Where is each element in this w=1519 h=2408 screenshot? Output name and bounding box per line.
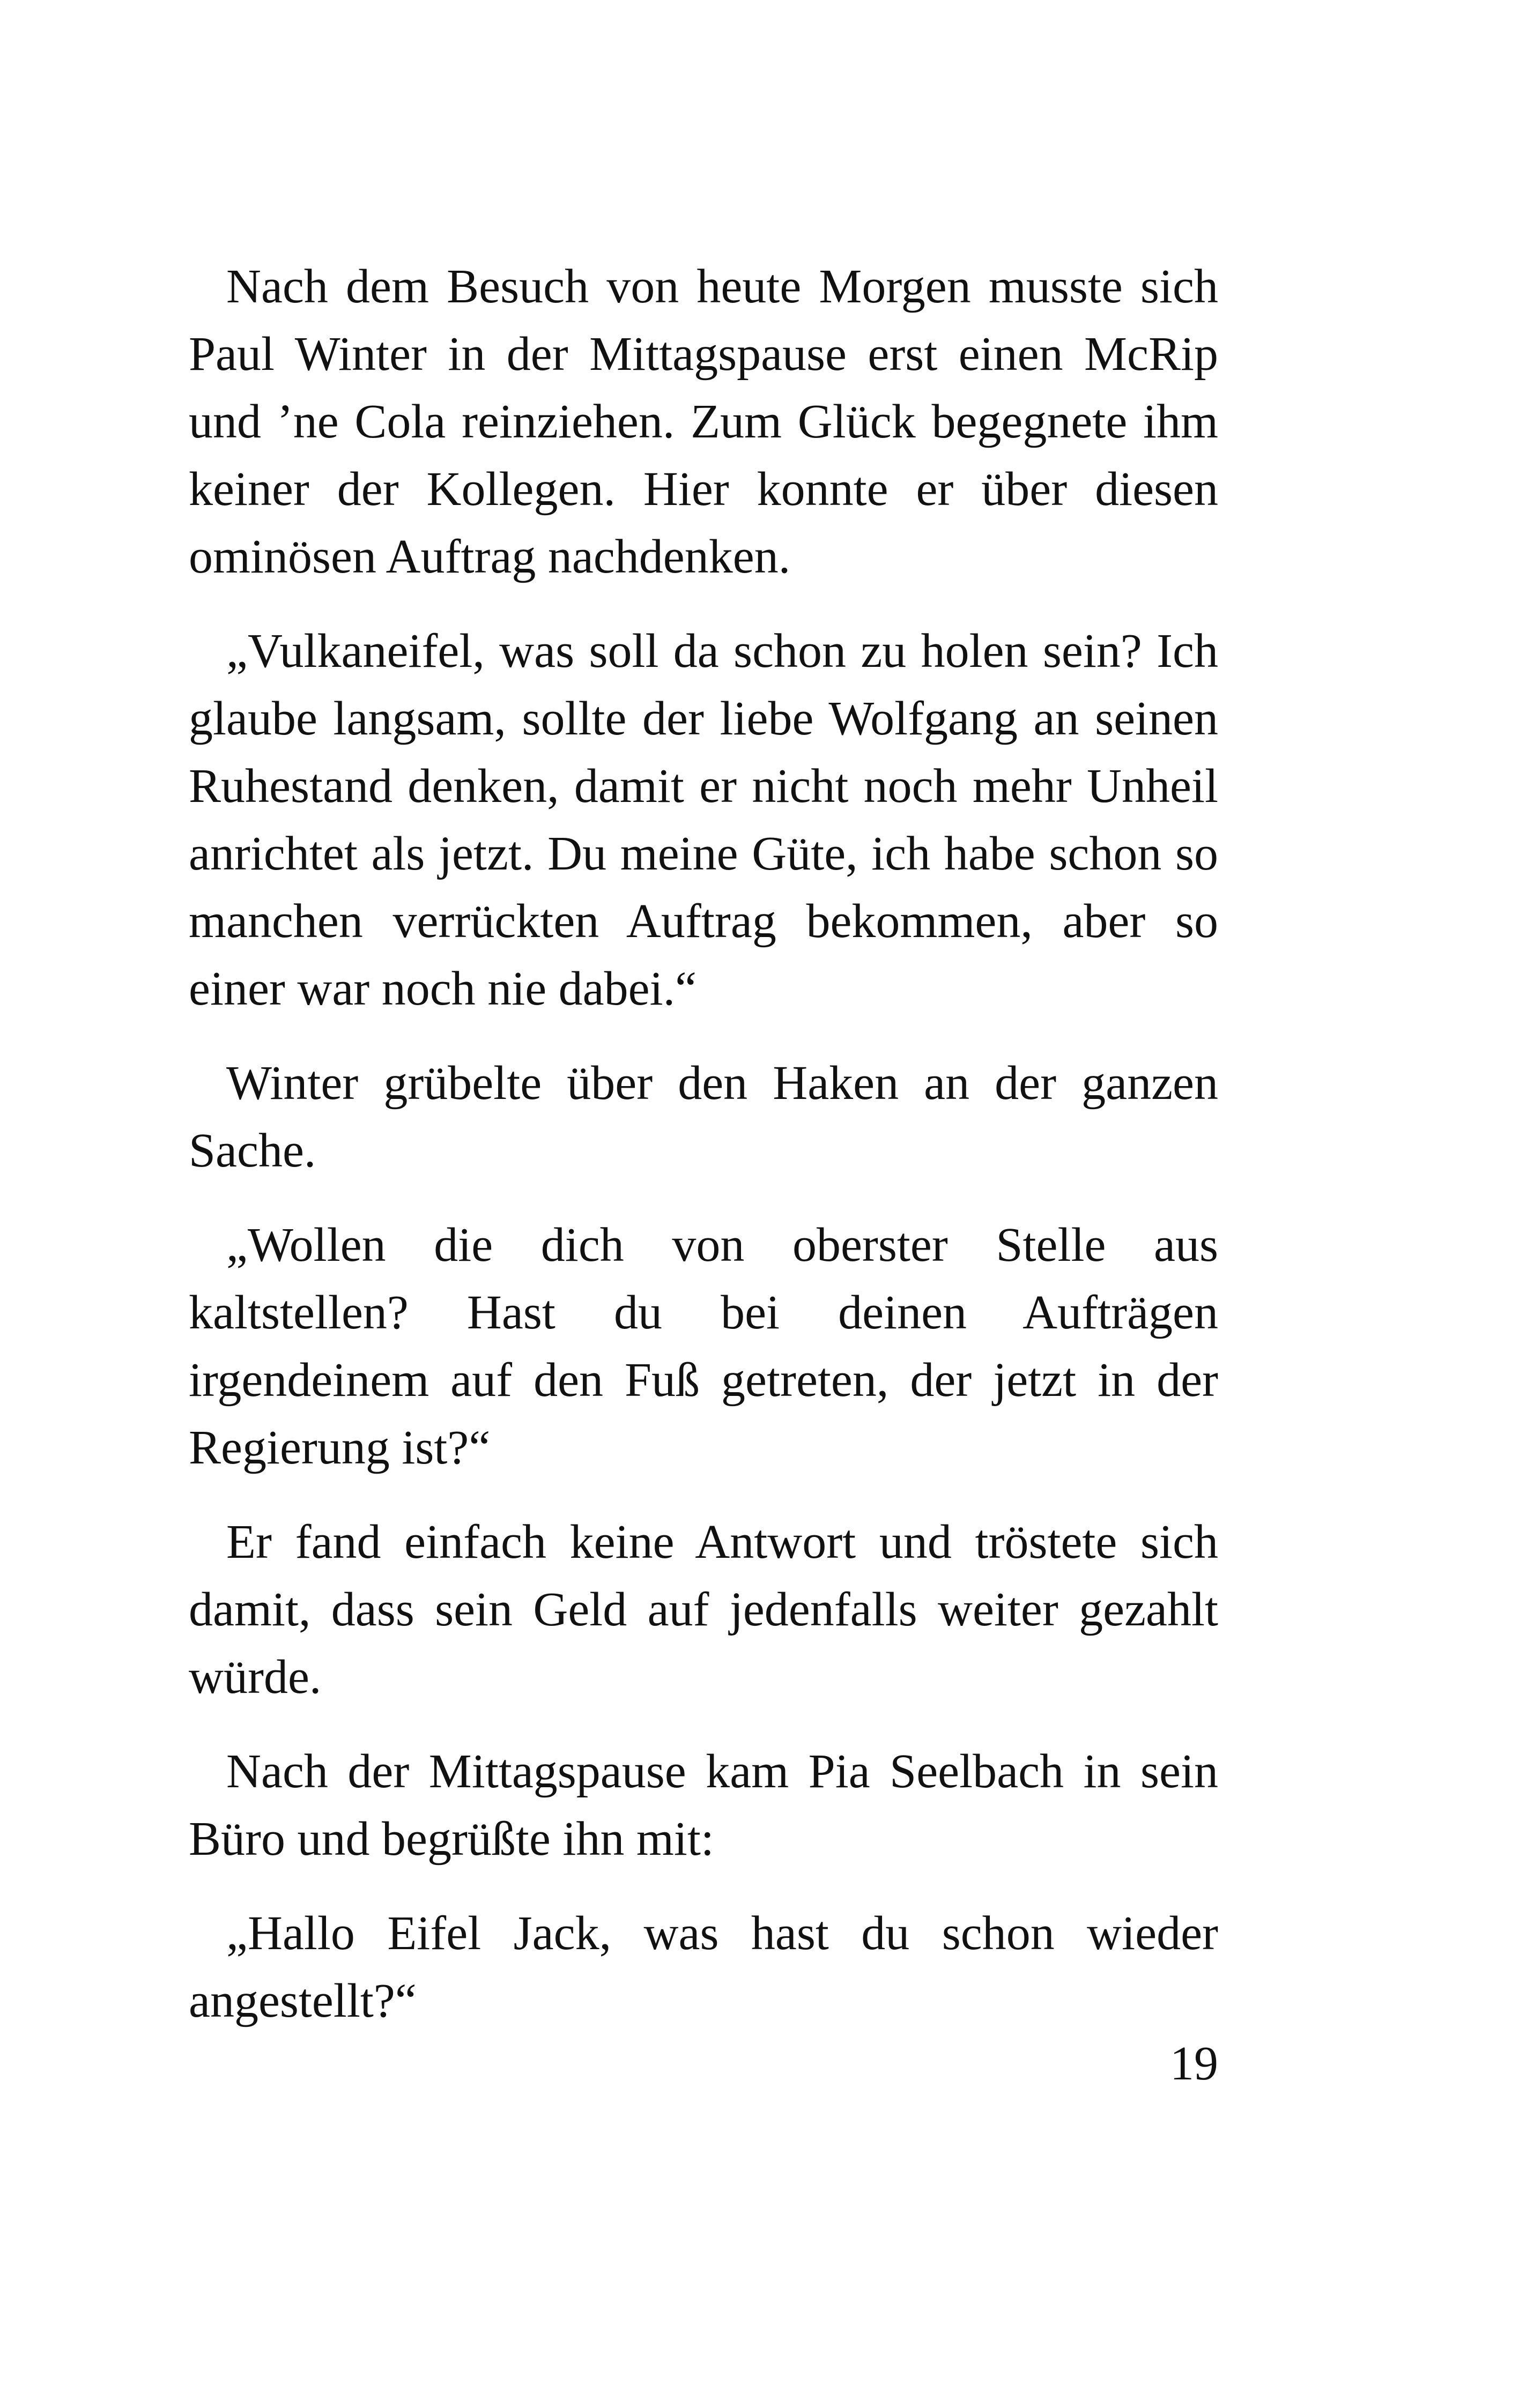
paragraph-3: Winter grübelte über den Haken an der ganzen Sache.: [189, 1057, 1218, 1177]
paragraph-1: Nach dem Besuch von heute Morgen musste sich Paul Winter in der Mittagspause erst einen McRip und ’ne Cola reinziehen. Zum Glück begegnete ihm keiner der Kollegen. Hier konnte er über diesen ominösen Auftrag nachdenken.: [189, 260, 1218, 583]
paragraph-5: Er fand einfach keine Antwort und tröstete sich damit, dass sein Geld auf jedenfalls weiter gezahlt würde.: [189, 1515, 1218, 1704]
body-text: [189, 253, 1218, 2062]
paragraph-6: Nach der Mittagspause kam Pia Seelbach in sein Büro und begrüßte ihn mit:: [189, 1745, 1218, 1866]
paragraph-7: „Hallo Eifel Jack, was hast du schon wieder angestellt?“: [189, 1907, 1218, 2027]
paragraph-2: „Vulkaneifel, was soll da schon zu holen sein? Ich glaube langsam, sollte der liebe Wolfgang an seinen Ruhestand denken, damit er nicht noch mehr Unheil anrichtet als jetzt. Du meine Güte, ich habe schon so manchen verrückten Auftrag bekommen, aber so einer war noch nie dabei.“: [189, 625, 1218, 1015]
page-number: 19: [1170, 2037, 1218, 2090]
paragraph-4: „Wollen die dich von oberster Stelle aus kaltstellen? Hast du bei deinen Aufträgen irgendeinem auf den Fuß getreten, der jetzt in der Regierung ist?“: [189, 1218, 1218, 1474]
